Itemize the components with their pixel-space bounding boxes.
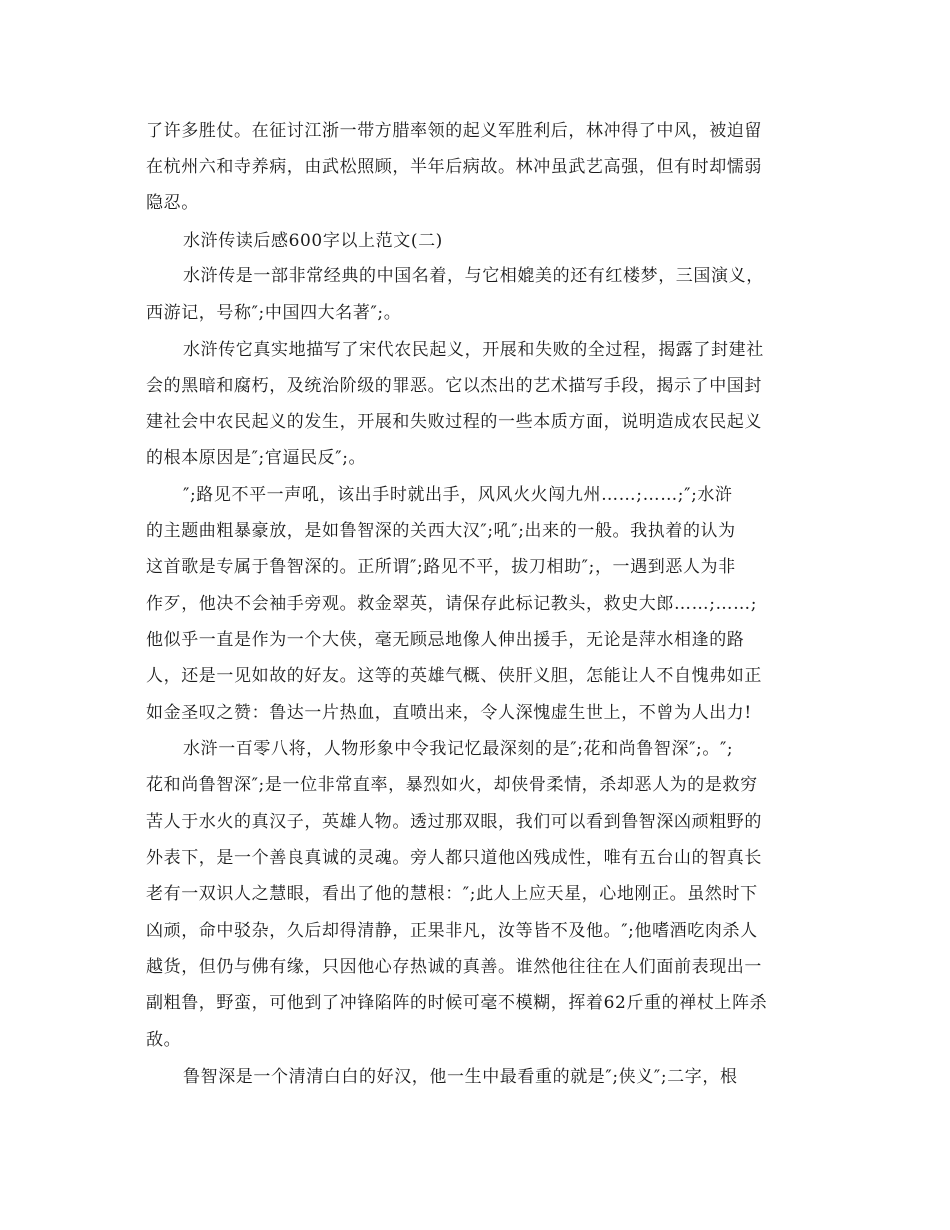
text-line: 人，还是一见如故的好友。这等的英雄气概、侠肝义胆，怎能让人不自愧弗如正: [146, 666, 762, 686]
text-line: 西游记，号称″;中国四大名著″;。: [146, 303, 402, 323]
text-line: 水浒一百零八将，人物形象中令我记忆最深刻的是″;花和尚鲁智深″;。″;: [183, 739, 734, 759]
text-line: 这首歌是专属于鲁智深的。正所谓″;路见不平，拔刀相助″;，一遇到恶人为非: [146, 557, 736, 577]
text-line: 老有一双识人之慧眼，看出了他的慧根：″;此人上应天星，心地刚正。虽然时下: [146, 884, 758, 904]
text-line: 如金圣叹之赞：鲁达一片热血，直喷出来，令人深愧虚生世上，不曾为人出力!: [146, 703, 752, 723]
text-line: 水浒传是一部非常经典的中国名着，与它相媲美的还有红楼梦，三国演义，: [183, 266, 764, 286]
text-line: 的根本原因是″;官逼民反″;。: [146, 448, 367, 468]
text-line: 作歹，他决不会袖手旁观。救金翠英，请保存此标记教头，救史大郎……;……;: [146, 594, 758, 614]
text-line: 苦人于水火的真汉子，英雄人物。透过那双眼，我们可以看到鲁智深凶顽粗野的: [146, 812, 762, 832]
text-line: 越货，但仍与佛有缘，只因他心存热诚的真善。谁然他往往在人们面前表现出一: [146, 957, 762, 977]
text-line: 副粗鲁，野蛮，可他到了冲锋陷阵的时候可毫不模糊，挥着62斤重的禅杖上阵杀: [146, 993, 768, 1013]
text-line: 的主题曲粗暴豪放，是如鲁智深的关西大汉″;吼″;出来的一般。我执着的认为: [146, 521, 736, 541]
text-line: 水浒传它真实地描写了宋代农民起义，开展和失败的全过程，揭露了封建社: [183, 340, 764, 360]
text-line: 鲁智深是一个清清白白的好汉，他一生中最看重的就是″;侠义″;二字，根: [183, 1067, 738, 1087]
text-line: 凶顽，命中驳杂，久后却得清静，正果非凡，汝等皆不及他。″;他嗜酒吃肉杀人: [146, 921, 758, 941]
section-heading: 水浒传读后感600字以上范文(二): [183, 231, 443, 251]
text-line: 建社会中农民起义的发生，开展和失败过程的一些本质方面，说明造成农民起义: [146, 412, 762, 432]
text-line: 了许多胜仗。在征讨江浙一带方腊率领的起义军胜利后，林冲得了中风，被迫留: [146, 121, 762, 141]
text-line: 在杭州六和寺养病，由武松照顾，半年后病故。林冲虽武艺高强，但有时却懦弱: [146, 157, 762, 177]
text-line: 会的黑暗和腐朽，及统治阶级的罪恶。它以杰出的艺术描写手段，揭示了中国封: [146, 376, 762, 396]
text-line: 隐忍。: [146, 193, 199, 213]
text-line: 敌。: [146, 1030, 182, 1050]
text-line: 他似乎一直是作为一个大侠，毫无顾忌地像人伸出援手，无论是萍水相逢的路: [146, 630, 745, 650]
text-line: 花和尚鲁智深″;是一位非常直率，暴烈如火，却侠骨柔情，杀却恶人为的是救穷: [146, 775, 758, 795]
text-line: 外表下，是一个善良真诚的灵魂。旁人都只道他凶残成性，唯有五台山的智真长: [146, 848, 762, 868]
text-line: ″;路见不平一声吼，该出手时就出手，风风火火闯九州……;……;″;水浒: [183, 485, 733, 505]
